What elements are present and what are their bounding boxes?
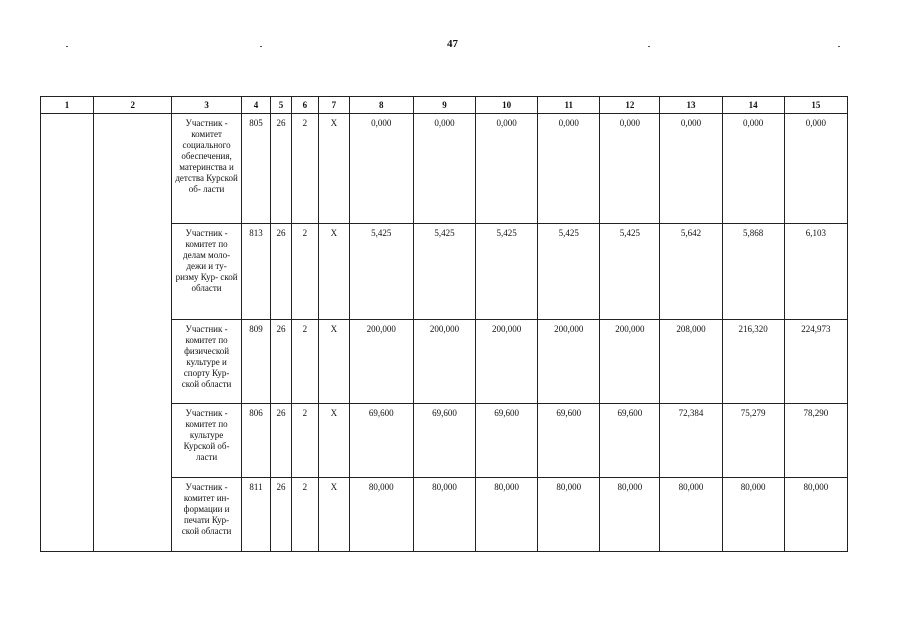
value-cell: 69,600 (538, 404, 600, 478)
value-cell: 216,320 (722, 320, 784, 404)
code-cell: 26 (271, 224, 291, 320)
code-cell: 806 (241, 404, 271, 478)
participant-name: Участник - комитет социального обеспечения, материнства и детства Курской об- ласти (172, 114, 241, 224)
value-cell: 69,600 (349, 404, 413, 478)
page-number: 47 (447, 38, 458, 50)
value-cell: 78,290 (784, 404, 847, 478)
col-header: 10 (476, 97, 538, 114)
code-cell: X (319, 404, 350, 478)
code-cell: X (319, 114, 350, 224)
value-cell: 80,000 (600, 478, 660, 552)
col-header: 13 (660, 97, 722, 114)
value-cell: 80,000 (476, 478, 538, 552)
value-cell: 5,868 (722, 224, 784, 320)
value-cell: 5,425 (538, 224, 600, 320)
value-cell: 5,425 (476, 224, 538, 320)
value-cell: 69,600 (476, 404, 538, 478)
code-cell: 26 (271, 404, 291, 478)
empty-cell (93, 114, 171, 552)
col-header: 5 (271, 97, 291, 114)
code-cell: 26 (271, 114, 291, 224)
value-cell: 0,000 (538, 114, 600, 224)
value-cell: 0,000 (349, 114, 413, 224)
value-cell: 5,425 (413, 224, 475, 320)
col-header: 15 (784, 97, 847, 114)
value-cell: 0,000 (660, 114, 722, 224)
participant-name: Участник - комитет ин- формации и печати Кур- ской области (172, 478, 241, 552)
col-header: 2 (93, 97, 171, 114)
value-cell: 224,973 (784, 320, 847, 404)
code-cell: 805 (241, 114, 271, 224)
value-cell: 80,000 (784, 478, 847, 552)
value-cell: 200,000 (476, 320, 538, 404)
col-header: 1 (41, 97, 94, 114)
code-cell: X (319, 224, 350, 320)
code-cell: 2 (291, 224, 319, 320)
value-cell: 69,600 (600, 404, 660, 478)
value-cell: 80,000 (413, 478, 475, 552)
value-cell: 0,000 (600, 114, 660, 224)
col-header: 11 (538, 97, 600, 114)
code-cell: 26 (271, 320, 291, 404)
value-cell: 80,000 (660, 478, 722, 552)
code-cell: 2 (291, 478, 319, 552)
value-cell: 75,279 (722, 404, 784, 478)
participant-name: Участник - комитет по физической культуре и спорту Кур- ской области (172, 320, 241, 404)
value-cell: 80,000 (722, 478, 784, 552)
code-cell: 813 (241, 224, 271, 320)
value-cell: 5,425 (600, 224, 660, 320)
value-cell: 0,000 (413, 114, 475, 224)
value-cell: 80,000 (349, 478, 413, 552)
code-cell: 26 (271, 478, 291, 552)
value-cell: 0,000 (722, 114, 784, 224)
value-cell: 200,000 (413, 320, 475, 404)
value-cell: 5,642 (660, 224, 722, 320)
value-cell: 0,000 (784, 114, 847, 224)
code-cell: 2 (291, 320, 319, 404)
value-cell: 208,000 (660, 320, 722, 404)
col-header: 4 (241, 97, 271, 114)
header-row (41, 97, 848, 114)
code-cell: X (319, 320, 350, 404)
value-cell: 200,000 (600, 320, 660, 404)
participant-name: Участник - комитет по делам моло- дежи и ту- ризму Кур- ской области (172, 224, 241, 320)
code-cell: 811 (241, 478, 271, 552)
value-cell: 80,000 (538, 478, 600, 552)
value-cell: 6,103 (784, 224, 847, 320)
empty-cell (41, 114, 94, 552)
code-cell: 2 (291, 114, 319, 224)
col-header: 7 (319, 97, 350, 114)
table-row (41, 114, 848, 224)
col-header: 8 (349, 97, 413, 114)
col-header: 12 (600, 97, 660, 114)
col-header: 14 (722, 97, 784, 114)
budget-table (40, 96, 848, 552)
code-cell: 809 (241, 320, 271, 404)
participant-name: Участник - комитет по культуре Курской об- ласти (172, 404, 241, 478)
code-cell: X (319, 478, 350, 552)
value-cell: 5,425 (349, 224, 413, 320)
col-header: 9 (413, 97, 475, 114)
value-cell: 69,600 (413, 404, 475, 478)
col-header: 3 (172, 97, 241, 114)
value-cell: 200,000 (349, 320, 413, 404)
code-cell: 2 (291, 404, 319, 478)
value-cell: 0,000 (476, 114, 538, 224)
value-cell: 200,000 (538, 320, 600, 404)
value-cell: 72,384 (660, 404, 722, 478)
col-header: 6 (291, 97, 319, 114)
